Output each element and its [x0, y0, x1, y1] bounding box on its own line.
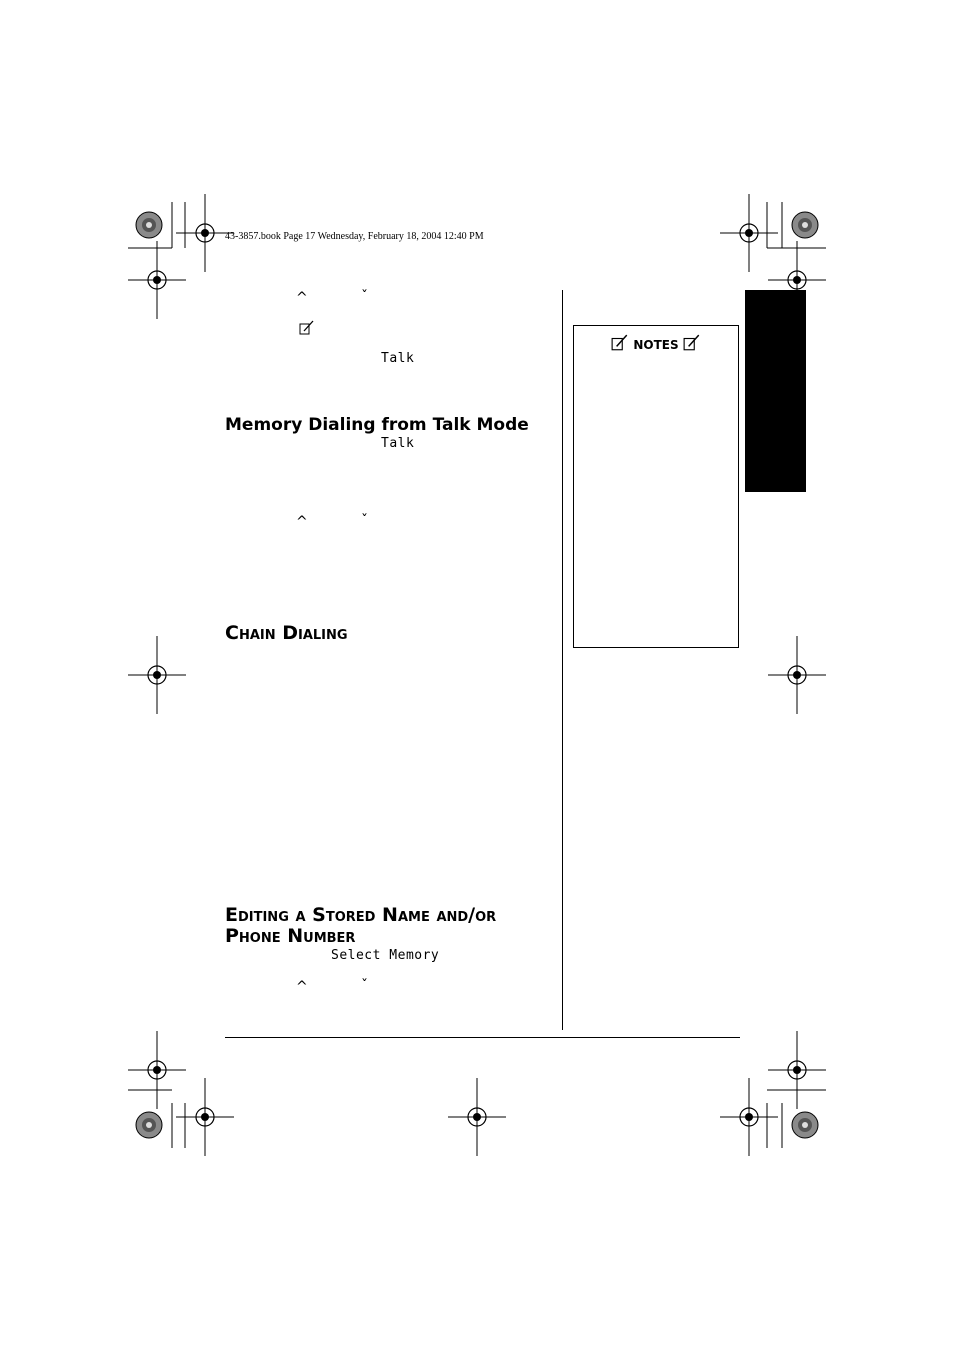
- down-key-icon-2: ˇ: [361, 513, 368, 529]
- note-icon: [299, 320, 315, 336]
- memory-dialing-heading: Memory Dialing from Talk Mode: [225, 415, 529, 435]
- print-header-info: 43-3857.book Page 17 Wednesday, February 18, 2004 12:40 PM: [225, 231, 484, 242]
- up-key-icon-2: ^: [296, 514, 308, 530]
- note-icon-right: [683, 334, 701, 352]
- lcd-talk-display-2: Talk: [381, 436, 415, 451]
- column-divider: [562, 290, 563, 1030]
- up-key-icon-3: ^: [296, 979, 308, 995]
- notes-box: [573, 325, 739, 648]
- up-key-icon: ^: [296, 290, 308, 306]
- editing-heading-line2: Phone Number: [225, 925, 356, 947]
- chain-dialing-heading: Chain Dialing: [225, 622, 348, 644]
- down-key-icon: ˇ: [361, 289, 368, 305]
- lcd-select-memory-display: Select Memory: [331, 948, 440, 963]
- notes-title: [574, 334, 738, 352]
- down-key-icon-3: ˇ: [361, 978, 368, 994]
- section-tab: [745, 290, 806, 492]
- editing-heading-line1: Editing a Stored Name and/or: [225, 904, 497, 926]
- note-icon-left: [611, 334, 629, 352]
- lcd-talk-display: Talk: [381, 351, 415, 366]
- notes-title-label: NOTES: [633, 338, 679, 352]
- footer-rule: [225, 1037, 740, 1038]
